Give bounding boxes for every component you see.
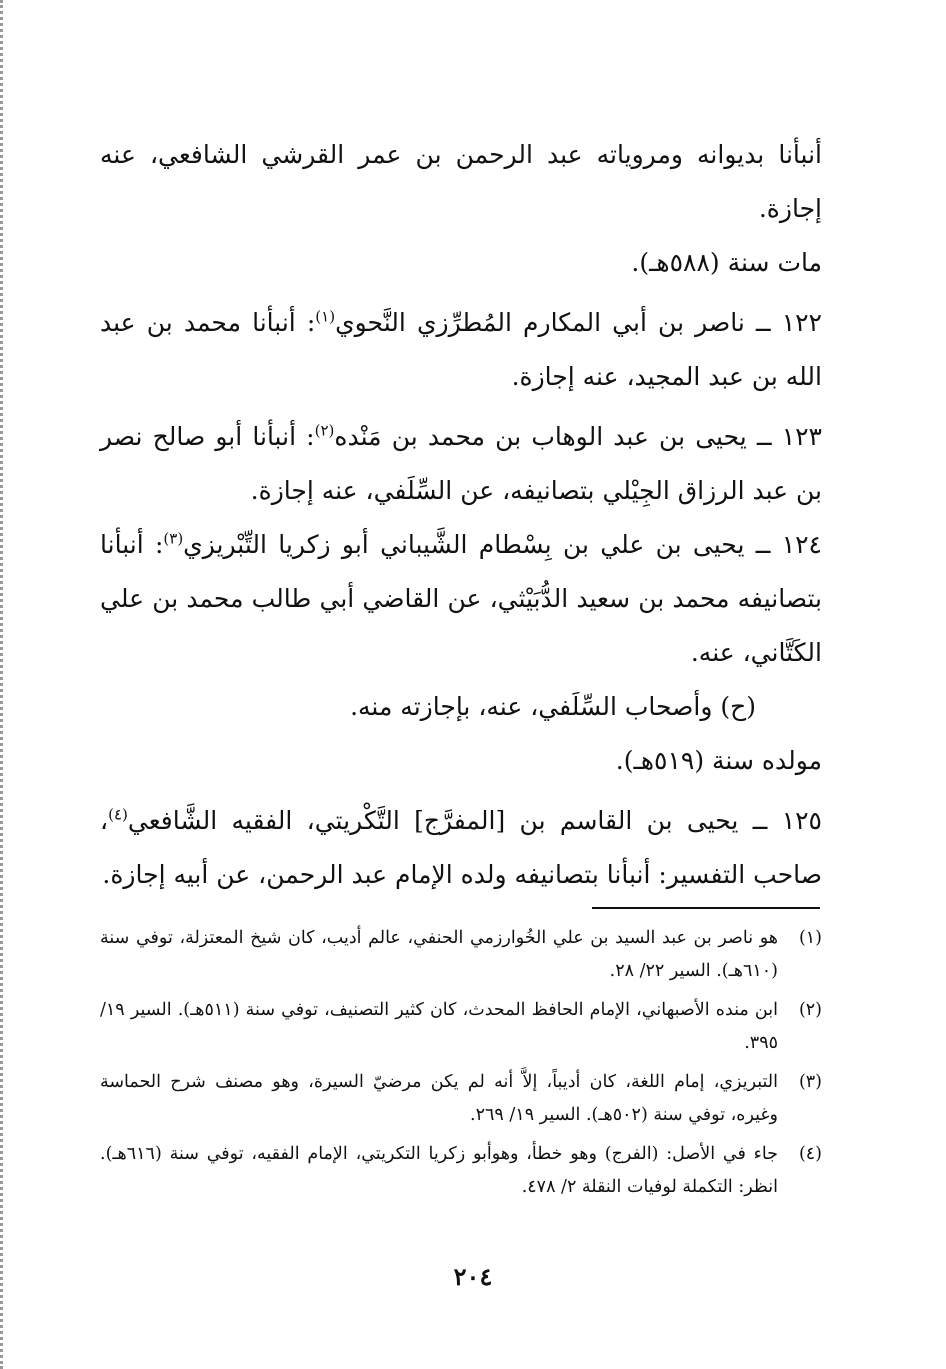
footnote-text: جاء في الأصل: (الفرج) وهو خطأ، وهوأبو زكريا التكريتي، الإمام الفقيه، توفي سنة (٦١٦هـ). انظر: التكملة لوفيات النقلة ٢/ ٤٧٨. (100, 1144, 778, 1197)
entry-124-birth: مولده سنة (٥١٩هـ). (615, 746, 822, 775)
footnote-separator (592, 907, 820, 909)
entry-125 (100, 794, 822, 902)
entry-122-heading: ١٢٢ ــ ناصر بن أبي المكارم المُطرِّزي النَّحوي (335, 308, 822, 337)
entry-122-text: : أنبأنا محمد بن عبد الله بن عبد المجيد، عنه إجازة. (100, 308, 822, 391)
main-text (100, 128, 822, 902)
footnote-text: التبريزي، إمام اللغة، كان أديباً، إلاَّ أنه لم يكن مرضيّ السيرة، وهو مصنف شرح الحماسة وغيره، توفي سنة (٥٠٢هـ). السير ١٩/ ٢٦٩. (100, 1072, 778, 1125)
entry-125-text: ، صاحب التفسير: أنبأنا بتصانيفه ولده الإمام عبد الرحمن، عن أبيه إجازة. (100, 806, 822, 889)
footnote-3 (100, 1066, 822, 1132)
page-number: ٢٠٤ (453, 1262, 493, 1291)
footnote-ref-1: (١) (315, 307, 336, 326)
death-year-line: مات سنة (٥٨٨هـ). (631, 248, 822, 277)
page-edge-dots (0, 0, 13, 1369)
footnote-number: (١) (798, 928, 822, 948)
footnote-ref-4: (٤) (108, 805, 128, 824)
footnote-1 (100, 922, 822, 988)
footnote-4 (100, 1138, 822, 1204)
entry-124-text: : أنبأنا بتصانيفه محمد بن سعيد الدُّبَيْثي، عن القاضي أبي طالب محمد بن علي الكَتَّاني، عنه. (100, 530, 822, 667)
footnote-number: (٢) (798, 1000, 822, 1020)
footnote-text: ابن منده الأصبهاني، الإمام الحافظ المحدث، كان كثير التصنيف، توفي سنة (٥١١هـ). السير ١٩/ ٣٩٥. (100, 1000, 778, 1053)
entry-123-text: : أنبأنا أبو صالح نصر بن عبد الرزاق الجِيْلي بتصانيفه، عن السِّلَفي، عنه إجازة. (100, 422, 822, 505)
entry-124-heading: ١٢٤ ــ يحيى بن علي بن بِسْطام الشَّيباني أبو زكريا التِّبْريزي (183, 530, 822, 559)
entry-123 (100, 410, 822, 518)
entry-125-heading: ١٢٥ ــ يحيى بن القاسم بن [المفرَّج] التَّكْريتي، الفقيه الشَّافعي (127, 806, 822, 835)
entry-122 (100, 296, 822, 404)
footnote-number: (٤) (798, 1144, 822, 1164)
footnote-text: هو ناصر بن عبد السيد بن علي الخُوارزمي الحنفي، عالم أديب، كان شيخ المعتزلة، توفي سنة (٦١٠هـ). السير ٢٢/ ٢٨. (100, 928, 778, 981)
footnote-2 (100, 994, 822, 1060)
entry-121-tail: أنبأنا بديوانه ومروياته عبد الرحمن بن عمر القرشي الشافعي، عنه إجازة. (100, 140, 822, 223)
entry-124 (100, 518, 822, 680)
entry-124-h-line: (ح) وأصحاب السِّلَفي، عنه، بإجازته منه. (350, 692, 756, 721)
footnote-number: (٣) (798, 1072, 822, 1092)
entry-123-heading: ١٢٣ ــ يحيى بن عبد الوهاب بن محمد بن مَنْده (334, 422, 822, 451)
footnote-ref-3: (٣) (163, 529, 184, 548)
footnotes (100, 922, 822, 1210)
footnote-ref-2: (٢) (314, 421, 335, 440)
